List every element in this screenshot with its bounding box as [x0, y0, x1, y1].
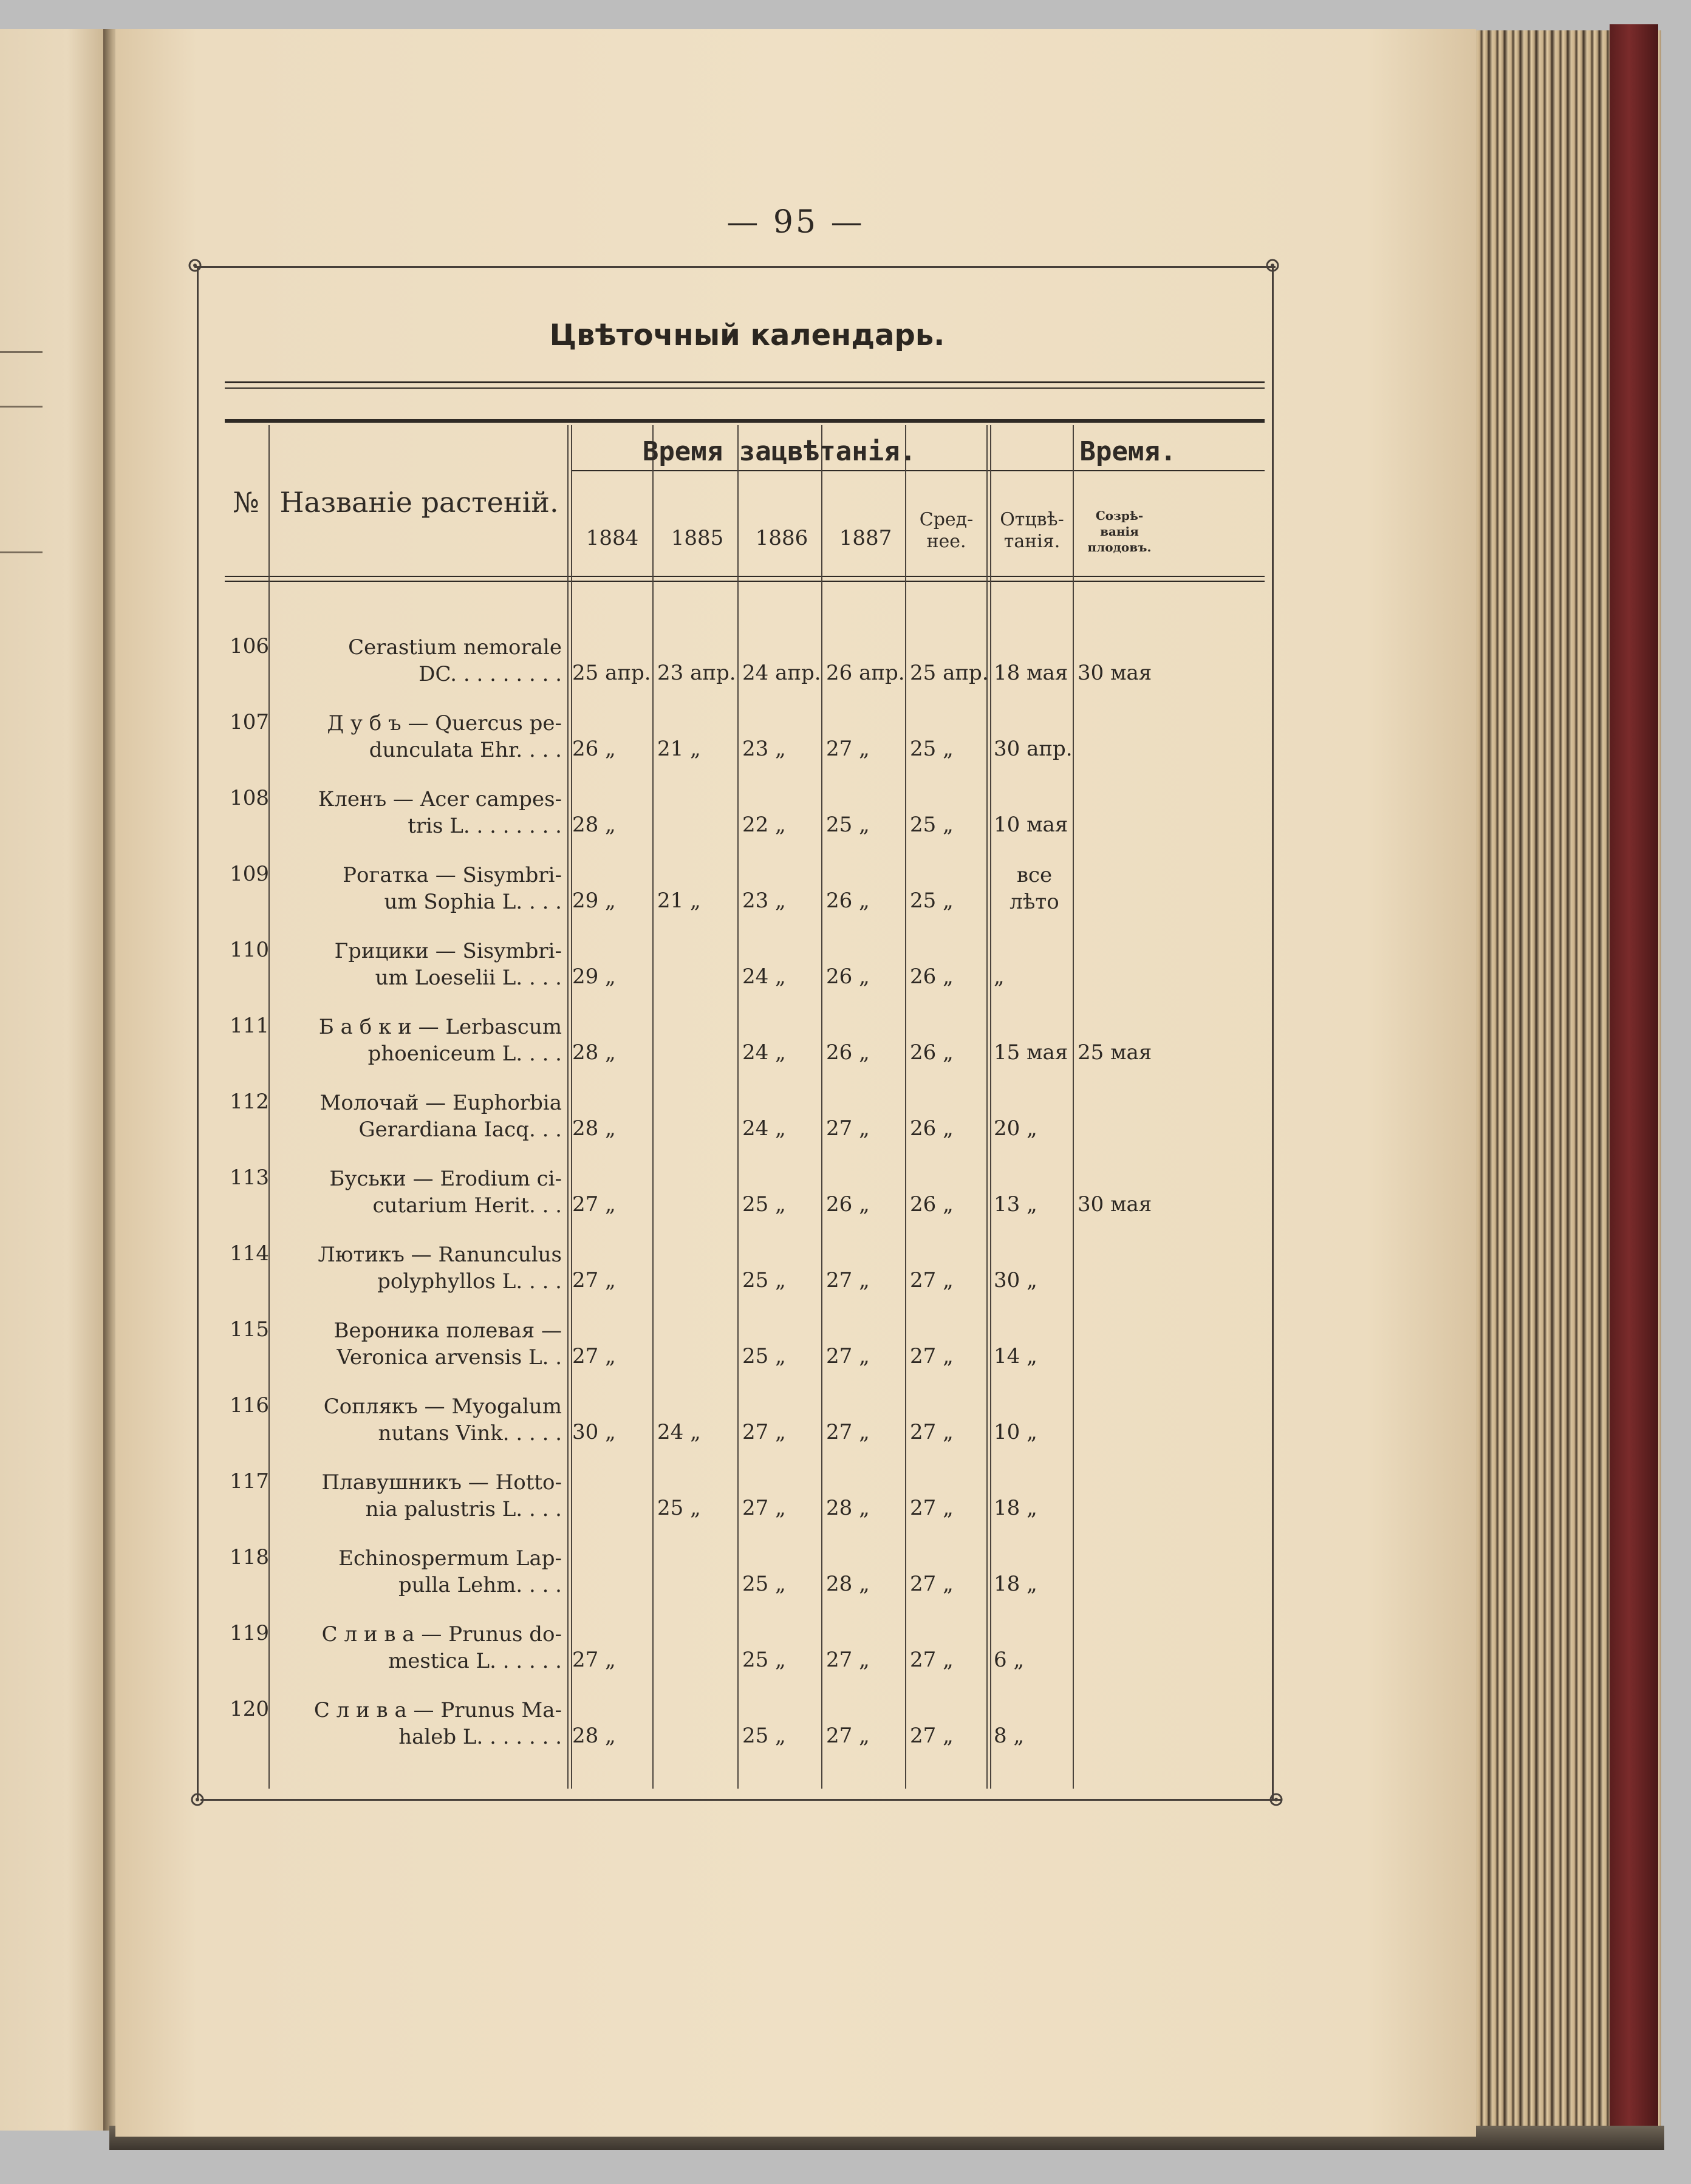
page-number: — 95 — — [726, 204, 865, 241]
plant-name — [276, 1393, 562, 1447]
cell-1884: 28 „ — [572, 1724, 616, 1748]
cell-1884: 28 „ — [572, 813, 616, 837]
table-row — [115, 1087, 1476, 1163]
plant-name-line: Echinospermum Lap- — [338, 1546, 562, 1571]
cell-1884: 29 „ — [572, 964, 616, 989]
table-row — [115, 1315, 1476, 1391]
plant-name-line: Плавушникъ — Hotto- — [321, 1470, 562, 1495]
cell-end-flowering: 10 мая — [994, 813, 1068, 837]
frame-bottom — [200, 1799, 1282, 1801]
cell-1886: 24 „ — [742, 964, 786, 989]
cell-end-flowering: 8 „ — [994, 1724, 1025, 1748]
table-row — [115, 1163, 1476, 1239]
row-number: 116 — [230, 1393, 269, 1418]
cell-1886: 23 „ — [742, 737, 786, 761]
cell-end-flowering: 13 „ — [994, 1192, 1037, 1217]
plant-name-line: tris L. . . . . . . . — [408, 814, 562, 838]
cell-1885: 21 „ — [657, 889, 701, 913]
corner-ornament-icon — [185, 255, 205, 276]
cell-1884: 30 „ — [572, 1420, 616, 1444]
table-row — [115, 1011, 1476, 1087]
cell-end-flowering: 30 апр. — [994, 737, 1073, 761]
cell-1885: 23 апр. — [657, 661, 736, 685]
cell-1884: 27 „ — [572, 1268, 616, 1292]
table-row — [115, 783, 1476, 859]
cell-1884: 27 „ — [572, 1648, 616, 1672]
cell-1885: 21 „ — [657, 737, 701, 761]
plant-name-line: nutans Vink. . . . . — [378, 1421, 562, 1445]
plant-name — [276, 1621, 562, 1674]
cell-end-flowering: „ — [994, 964, 1005, 989]
plant-name-line: Соплякъ — Myogalum — [323, 1394, 562, 1419]
plant-name-line: haleb L. . . . . . . — [398, 1725, 562, 1749]
cell-1887: 27 „ — [826, 1268, 870, 1292]
cell-1886: 27 „ — [742, 1420, 786, 1444]
table-row — [115, 935, 1476, 1011]
cell-1887: 26 „ — [826, 1040, 870, 1065]
cell-1887: 25 „ — [826, 813, 870, 837]
cell-1887: 26 „ — [826, 1192, 870, 1217]
cell-end-flowering: 14 „ — [994, 1344, 1037, 1368]
cell-1886: 25 „ — [742, 1344, 786, 1368]
cell-1886: 25 „ — [742, 1724, 786, 1748]
row-number: 119 — [230, 1621, 269, 1645]
cell-end-flowering: 18 „ — [994, 1496, 1037, 1520]
row-number: 120 — [230, 1697, 269, 1721]
row-number: 113 — [230, 1165, 269, 1190]
frame-top — [194, 266, 1276, 268]
cell-1884: 26 „ — [572, 737, 616, 761]
table-row — [115, 632, 1476, 708]
cell-1884: 27 „ — [572, 1344, 616, 1368]
plant-name-line: um Sophia L. . . . — [384, 890, 562, 914]
cell-1886: 22 „ — [742, 813, 786, 837]
plant-name-line: Рогатка — Sisymbri- — [343, 863, 562, 887]
plant-name-line: С л и в а — Prunus Ma- — [313, 1698, 562, 1722]
cell-1886: 23 „ — [742, 889, 786, 913]
plant-name — [276, 1545, 562, 1599]
cell-average: 25 „ — [910, 889, 954, 913]
cell-1887: 28 „ — [826, 1572, 870, 1596]
title-rule — [225, 381, 1265, 383]
header-top-rule — [225, 419, 1265, 423]
cell-average: 27 „ — [910, 1724, 954, 1748]
cell-average: 25 „ — [910, 813, 954, 837]
plant-name — [276, 1469, 562, 1523]
plant-name-line: polyphyllos L. . . . — [377, 1269, 562, 1294]
cell-average: 26 „ — [910, 964, 954, 989]
row-number: 112 — [230, 1090, 269, 1114]
cell-average: 26 „ — [910, 1192, 954, 1217]
cell-1885: 24 „ — [657, 1420, 701, 1444]
plant-name — [276, 786, 562, 839]
left-page-rule — [0, 351, 43, 353]
plant-name-line: Cerastium nemorale — [348, 635, 562, 660]
cell-average: 27 „ — [910, 1344, 954, 1368]
cell-1887: 26 „ — [826, 889, 870, 913]
header-time: Время. — [1079, 436, 1177, 467]
header-end-flowering-line: танія. — [1003, 531, 1061, 552]
document-page — [115, 29, 1476, 2137]
row-number: 110 — [230, 938, 269, 962]
header-number: № — [233, 486, 259, 519]
cell-1886: 25 „ — [742, 1192, 786, 1217]
corner-ornament-icon — [1262, 255, 1283, 276]
row-number: 111 — [230, 1014, 269, 1038]
cell-end-flowering: 18 „ — [994, 1572, 1037, 1596]
cell-1886: 24 апр. — [742, 661, 821, 685]
row-number: 106 — [230, 634, 269, 658]
cell-1886: 27 „ — [742, 1496, 786, 1520]
plant-name-line: Вероника полевая — — [333, 1319, 562, 1343]
cell-end-flowering: 10 „ — [994, 1420, 1037, 1444]
header-year-1884: 1884 — [586, 526, 639, 550]
cell-average: 27 „ — [910, 1572, 954, 1596]
cell-1884: 28 „ — [572, 1116, 616, 1141]
cell-1886: 25 „ — [742, 1648, 786, 1672]
header-average-line: нее. — [926, 531, 966, 552]
row-number: 115 — [230, 1317, 269, 1342]
table-row — [115, 1467, 1476, 1543]
table-row — [115, 1619, 1476, 1694]
cell-1884: 28 „ — [572, 1040, 616, 1065]
cell-average: 26 „ — [910, 1116, 954, 1141]
cell-end-flowering: все лѣто — [1009, 863, 1059, 914]
cell-1887: 27 „ — [826, 1344, 870, 1368]
header-year-1885: 1885 — [671, 526, 724, 550]
cell-1887: 27 „ — [826, 1420, 870, 1444]
cell-1885: 25 „ — [657, 1496, 701, 1520]
header-mid-rule — [572, 470, 1265, 471]
header-fruit-ripening — [1074, 508, 1265, 555]
page-content — [115, 29, 1476, 2137]
cell-end-flowering: 6 „ — [994, 1648, 1025, 1672]
plant-name-line: Д у б ъ — Quercus pe- — [327, 711, 562, 735]
cell-end-flowering: 15 мая — [994, 1040, 1068, 1065]
header-end-flowering-line: Отцвѣ- — [1000, 509, 1064, 530]
corner-ornament-icon — [1266, 1789, 1286, 1810]
table-row — [115, 859, 1476, 935]
plant-name-line: Б а б к и — Lerbascum — [318, 1015, 562, 1039]
row-number: 109 — [230, 862, 269, 886]
left-page-edge — [0, 29, 112, 2131]
plant-name-line: um Loeselii L. . . . — [375, 966, 562, 990]
header-average — [906, 509, 986, 553]
plant-name — [276, 1241, 562, 1295]
cell-1887: 27 „ — [826, 1116, 870, 1141]
header-flowering-time: Время зацвѣтанія. — [642, 436, 917, 467]
cell-end-flowering: 30 „ — [994, 1268, 1037, 1292]
cell-1886: 24 „ — [742, 1040, 786, 1065]
row-number: 118 — [230, 1545, 269, 1569]
row-number: 108 — [230, 786, 269, 810]
header-year-1886: 1886 — [755, 526, 808, 550]
cell-1887: 26 апр. — [826, 661, 905, 685]
left-page-rule — [0, 406, 43, 408]
table-row — [115, 1391, 1476, 1467]
header-bottom-rule — [225, 576, 1265, 577]
table-row — [115, 1543, 1476, 1619]
cell-1886: 25 „ — [742, 1572, 786, 1596]
header-year-1887: 1887 — [839, 526, 892, 550]
header-average-line: Сред- — [919, 509, 974, 530]
row-number: 114 — [230, 1241, 269, 1266]
cell-average: 25 апр. — [910, 661, 989, 685]
header-fruit-line: ванія — [1100, 524, 1139, 539]
cell-average: 27 „ — [910, 1268, 954, 1292]
cell-1887: 27 „ — [826, 737, 870, 761]
cell-end-flowering: 20 „ — [994, 1116, 1037, 1141]
cell-1886: 24 „ — [742, 1116, 786, 1141]
plant-name — [276, 1165, 562, 1219]
plant-name — [276, 938, 562, 991]
cell-1887: 28 „ — [826, 1496, 870, 1520]
cell-1887: 27 „ — [826, 1648, 870, 1672]
corner-ornament-icon — [187, 1789, 208, 1810]
header-name: Названіе растеній. — [279, 486, 559, 519]
plant-name — [276, 1090, 562, 1143]
plant-name-line: DC. . . . . . . . . — [418, 662, 562, 686]
cell-1884: 25 апр. — [572, 661, 651, 685]
plant-name — [276, 1697, 562, 1750]
header-fruit-line: Созрѣ- — [1095, 508, 1144, 523]
cell-average: 27 „ — [910, 1420, 954, 1444]
left-page-rule — [0, 551, 43, 553]
cell-average: 26 „ — [910, 1040, 954, 1065]
plant-name-line: Буськи — Erodium ci- — [329, 1167, 562, 1191]
plant-name-line: cutarium Herit. . . — [372, 1193, 562, 1218]
cell-1886: 25 „ — [742, 1268, 786, 1292]
header-end-flowering — [991, 509, 1073, 553]
cell-1884: 29 „ — [572, 889, 616, 913]
plant-name-line: Грицики — Sisymbri- — [334, 939, 562, 963]
cell-1884: 27 „ — [572, 1192, 616, 1217]
plant-name-line: mestica L. . . . . . — [388, 1649, 562, 1673]
cell-average: 27 „ — [910, 1496, 954, 1520]
cell-average: 25 „ — [910, 737, 954, 761]
table-title: Цвѣточный календарь. — [549, 318, 945, 352]
plant-name — [276, 1317, 562, 1371]
title-rule — [225, 387, 1265, 389]
plant-name-line: Gerardiana Iacq. . . — [358, 1118, 562, 1142]
cell-fruit-ripening: 30 мая — [1078, 1192, 1152, 1217]
plant-name-line: dunculata Ehr. . . . — [369, 738, 562, 762]
cell-average: 27 „ — [910, 1648, 954, 1672]
header-fruit-line: плодовъ. — [1087, 540, 1152, 555]
plant-name-line: Лютикъ — Ranunculus — [318, 1243, 562, 1267]
cell-end-flowering: 18 мая — [994, 661, 1068, 685]
plant-name-line: pulla Lehm. . . . — [398, 1573, 562, 1597]
plant-name — [276, 710, 562, 763]
plant-name-line: phoeniceum L. . . . — [367, 1042, 562, 1066]
plant-name-line: Кленъ — Acer campes- — [318, 787, 562, 811]
row-number: 117 — [230, 1469, 269, 1493]
cell-1887: 27 „ — [826, 1724, 870, 1748]
plant-name-line: nia palustris L. . . . — [365, 1497, 562, 1521]
table-row — [115, 1239, 1476, 1315]
plant-name-line: Veronica arvensis L. . — [336, 1345, 562, 1370]
table-row — [115, 1694, 1476, 1770]
row-number: 107 — [230, 710, 269, 734]
table-row — [115, 708, 1476, 783]
cell-fruit-ripening: 30 мая — [1078, 661, 1152, 685]
plant-name-line: Молочай — Euphorbia — [319, 1091, 562, 1115]
cell-1887: 26 „ — [826, 964, 870, 989]
plant-name-line: С л и в а — Prunus do- — [321, 1622, 562, 1647]
plant-name — [276, 1014, 562, 1067]
book-cover — [1610, 24, 1658, 2150]
plant-name — [276, 634, 562, 688]
plant-name — [276, 862, 562, 915]
header-bottom-rule — [225, 581, 1265, 582]
cell-fruit-ripening: 25 мая — [1078, 1040, 1152, 1065]
